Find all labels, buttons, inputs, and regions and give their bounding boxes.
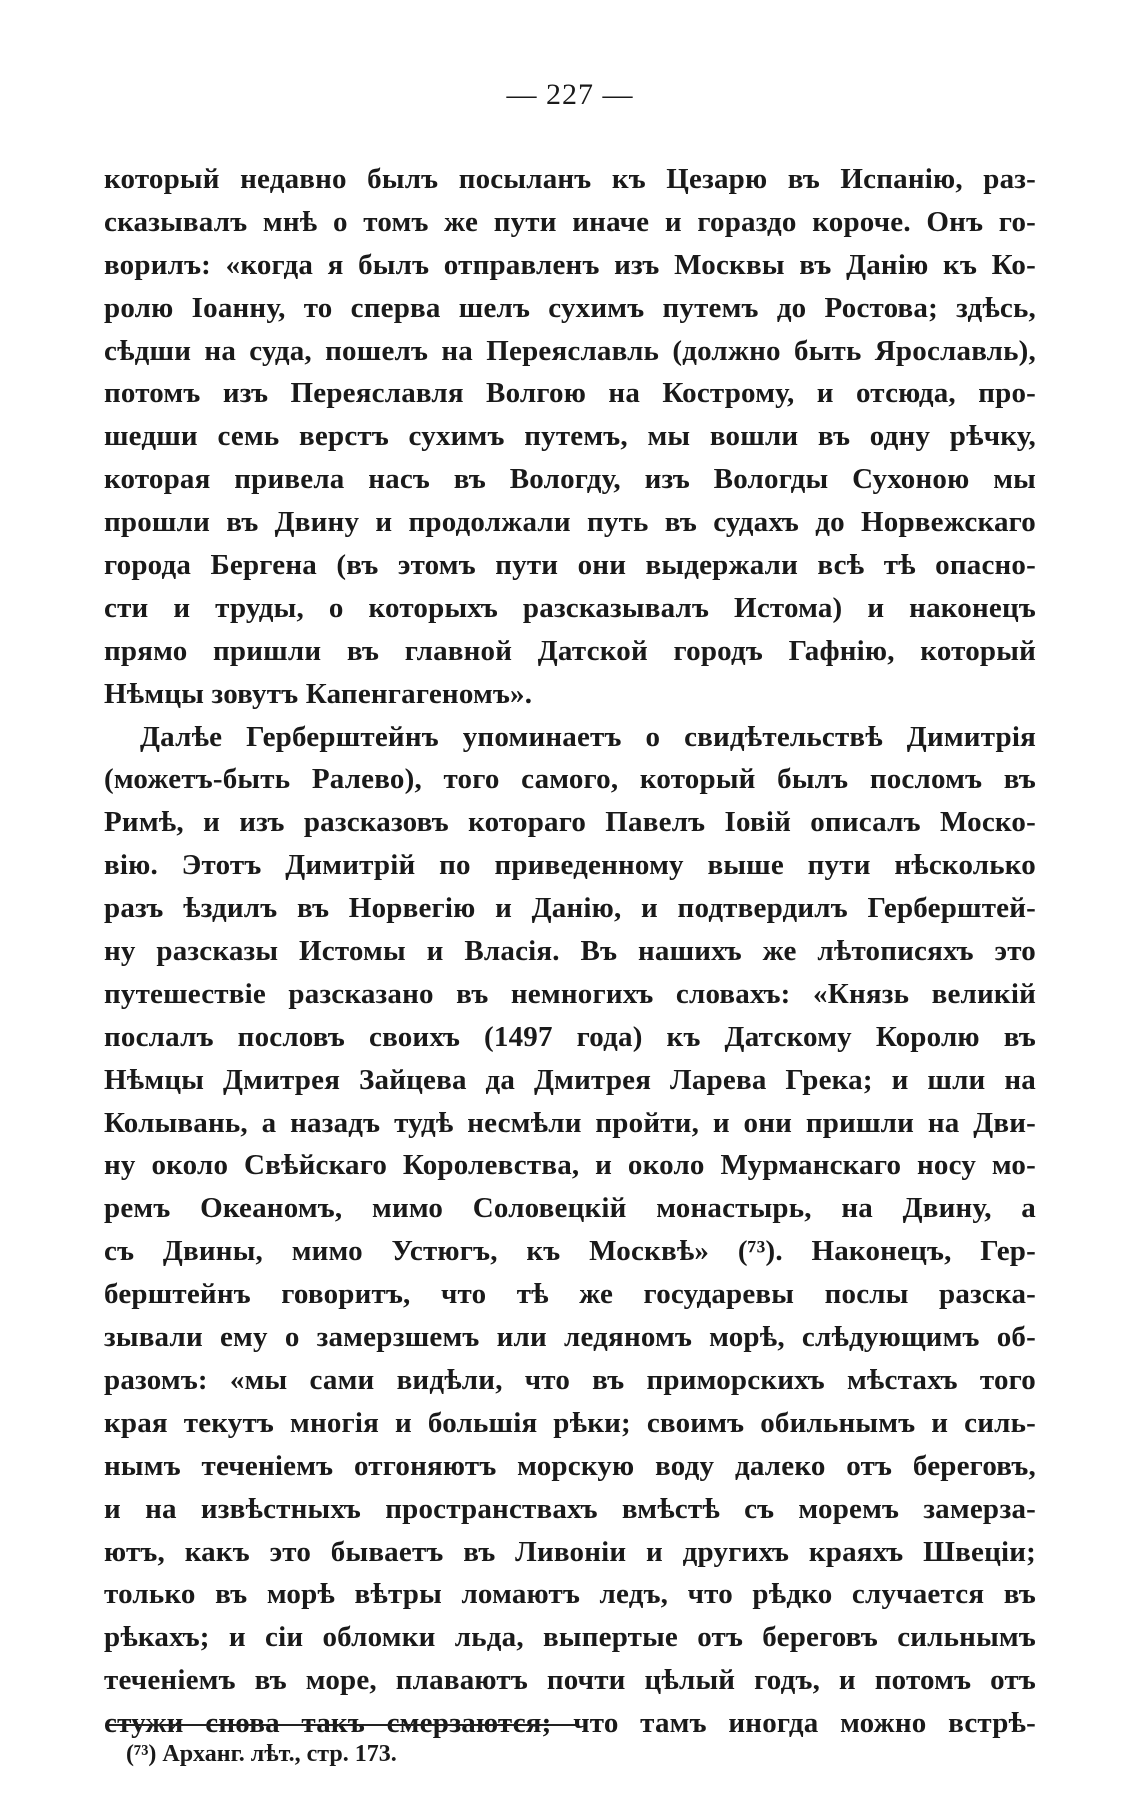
text-line: края текутъ многія и большія рѣки; своимъ обильнымъ и силь- xyxy=(104,1406,1036,1439)
text-line: города Бергена (въ этомъ пути они выдержали всѣ тѣ опасно- xyxy=(104,549,1036,582)
text-line: вію. Этотъ Димитрій по приведенному выше пути нѣсколько xyxy=(104,849,1036,882)
text-line: и на извѣстныхъ пространствахъ вмѣстѣ съ моремъ замерза- xyxy=(104,1492,1036,1525)
text-line: сказывалъ мнѣ о томъ же пути иначе и гораздо короче. Онъ го- xyxy=(104,205,1036,238)
body-text xyxy=(104,158,1036,1745)
text-line: которая привела насъ въ Вологду, изъ Вологды Сухоною мы xyxy=(104,463,1036,496)
text-line: путешествіе разсказано въ немногихъ словахъ: «Князь великій xyxy=(104,977,1036,1010)
text-line: сти и труды, о которыхъ разсказывалъ Истома) и наконецъ xyxy=(104,591,1036,624)
paragraph-start-line: Далѣе Герберштейнъ упоминаетъ о свидѣтельствѣ Димитрія xyxy=(140,720,1036,753)
text-line: Колывань, а назадъ тудѣ несмѣли пройти, и они пришли на Дви- xyxy=(104,1106,1036,1139)
text-line: Римѣ, и изъ разсказовъ котораго Павелъ Іовій описалъ Моско- xyxy=(104,806,1036,839)
text-line: ютъ, какъ это бываетъ въ Ливоніи и другихъ краяхъ Швеціи; xyxy=(104,1535,1036,1568)
text-line: послалъ пословъ своихъ (1497 года) къ Датскому Королю въ xyxy=(104,1020,1036,1053)
text-line: который недавно былъ посыланъ къ Цезарю въ Испанію, раз- xyxy=(104,163,1036,195)
text-line: стужи снова такъ смерзаются; что тамъ иногда можно встрѣ- xyxy=(104,1707,1036,1740)
text-line: Нѣмцы Дмитрея Зайцева да Дмитрея Ларева Грека; и шли на xyxy=(104,1063,1036,1096)
text-line: шедши семь верстъ сухимъ путемъ, мы вошли въ одну рѣчку, xyxy=(104,420,1036,453)
text-line: берштейнъ говоритъ, что тѣ же государевы послы разска- xyxy=(104,1278,1036,1311)
page-number: — 227 — xyxy=(506,78,634,111)
text-line: теченіемъ въ море, плаваютъ почти цѣлый годъ, и потомъ отъ xyxy=(104,1664,1036,1697)
text-line: сѣдши на суда, пошелъ на Переяславль (должно быть Ярославль), xyxy=(104,334,1036,367)
text-line: прошли въ Двину и продолжали путь въ судахъ до Норвежскаго xyxy=(104,506,1036,539)
text-line: потомъ изъ Переяславля Волгою на Кострому, и отсюда, про- xyxy=(104,377,1036,410)
footnote: (⁷³) Арханг. лѣт., стр. 173. xyxy=(126,1741,397,1767)
text-line: разъ ѣздилъ въ Норвегію и Данію, и подтвердилъ Герберштей- xyxy=(104,892,1036,925)
text-line: рѣкахъ; и сіи обломки льда, выпертые отъ береговъ сильнымъ xyxy=(104,1621,1036,1654)
text-line: нымъ теченіемъ отгоняютъ морскую воду далеко отъ береговъ, xyxy=(104,1449,1036,1482)
text-line: ну около Свѣйскаго Королевства, и около Мурманскаго носу мо- xyxy=(104,1149,1036,1182)
text-line: ну разсказы Истомы и Власія. Въ нашихъ же лѣтописяхъ это xyxy=(104,935,1036,968)
text-line: разомъ: «мы сами видѣли, что въ приморскихъ мѣстахъ того xyxy=(104,1363,1036,1396)
text-line: прямо пришли въ главной Датской городъ Гафнію, который xyxy=(104,634,1036,667)
text-line: только въ морѣ вѣтры ломаютъ ледъ, что рѣдко случается въ xyxy=(104,1578,1036,1611)
footnote-divider xyxy=(108,1724,578,1726)
text-line: съ Двины, мимо Устюгъ, къ Москвѣ» (⁷³). Наконецъ, Гер- xyxy=(104,1235,1036,1268)
text-line: ролю Іоанну, то сперва шелъ сухимъ путемъ до Ростова; здѣсь, xyxy=(104,291,1036,324)
text-line: ремъ Океаномъ, мимо Соловецкій монастырь, на Двину, а xyxy=(104,1192,1036,1225)
paragraph-end-line: Нѣмцы зовутъ Капенгагеномъ». xyxy=(104,677,533,710)
text-line: (можетъ-быть Ралево), того самого, который былъ посломъ въ xyxy=(104,763,1036,796)
text-line: ворилъ: «когда я былъ отправленъ изъ Москвы въ Данію къ Ко- xyxy=(104,248,1036,281)
text-line: зывали ему о замерзшемъ или ледяномъ морѣ, слѣдующимъ об- xyxy=(104,1321,1036,1354)
